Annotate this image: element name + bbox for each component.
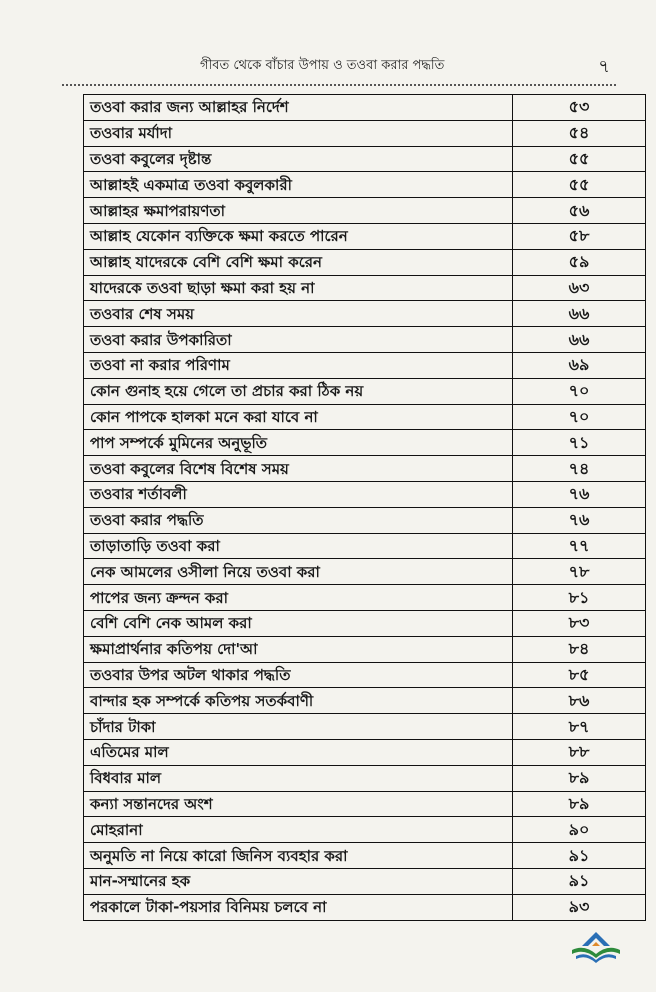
table-row bbox=[84, 456, 646, 482]
toc-entry-title: ক্ষমাপ্রার্থনার কতিপয় দো'আ bbox=[84, 636, 513, 662]
toc-entry-title: অনুমতি না নিয়ে কারো জিনিস ব্যবহার করা bbox=[84, 843, 513, 869]
toc-entry-page: ৮৯ bbox=[513, 791, 646, 817]
toc-entry-page: ৯৩ bbox=[513, 894, 646, 920]
toc-entry-title: কন্যা সন্তানদের অংশ bbox=[84, 791, 513, 817]
table-row bbox=[84, 714, 646, 740]
toc-entry-title: তওবা কবুলের বিশেষ বিশেষ সময় bbox=[84, 456, 513, 482]
toc-entry-title: আল্লাহ যাদেরকে বেশি বেশি ক্ষমা করেন bbox=[84, 249, 513, 275]
toc-entry-page: ৭৭ bbox=[513, 533, 646, 559]
toc-entry-page: ৬৩ bbox=[513, 275, 646, 301]
table-row bbox=[84, 275, 646, 301]
toc-entry-title: তওবা কবুলের দৃষ্টান্ত bbox=[84, 146, 513, 172]
toc-entry-title: বান্দার হক সম্পর্কে কতিপয় সতর্কবাণী bbox=[84, 688, 513, 714]
toc-entry-title: তওবা না করার পরিণাম bbox=[84, 352, 513, 378]
toc-entry-title: মান-সম্মানের হক bbox=[84, 868, 513, 894]
toc-entry-title: আল্লাহই একমাত্র তওবা কবুলকারী bbox=[84, 172, 513, 198]
page-header bbox=[62, 50, 616, 86]
toc-entry-title: তাড়াতাড়ি তওবা করা bbox=[84, 533, 513, 559]
toc-entry-title: তওবার শেষ সময় bbox=[84, 301, 513, 327]
toc-entry-page: ৮৭ bbox=[513, 714, 646, 740]
toc-entry-title: আল্লাহ যেকোন ব্যক্তিকে ক্ষমা করতে পারেন bbox=[84, 223, 513, 249]
running-title: গীবত থেকে বাঁচার উপায় ও তওবা করার পদ্ধতি bbox=[200, 58, 445, 73]
table-row bbox=[84, 507, 646, 533]
table-row bbox=[84, 739, 646, 765]
table-row bbox=[84, 95, 646, 121]
table-of-contents bbox=[83, 94, 646, 921]
toc-entry-page: ৭৮ bbox=[513, 559, 646, 585]
table-row bbox=[84, 688, 646, 714]
toc-entry-title: মোহরানা bbox=[84, 817, 513, 843]
toc-entry-title: পাপ সম্পর্কে মুমিনের অনুভূতি bbox=[84, 430, 513, 456]
table-row bbox=[84, 404, 646, 430]
toc-entry-page: ৮৯ bbox=[513, 765, 646, 791]
toc-entry-title: বিধবার মাল bbox=[84, 765, 513, 791]
publisher-logo-icon bbox=[566, 928, 626, 968]
toc-entry-title: চাঁদার টাকা bbox=[84, 714, 513, 740]
toc-entry-page: ৫৬ bbox=[513, 198, 646, 224]
toc-entry-page: ৬৬ bbox=[513, 327, 646, 353]
table-row bbox=[84, 533, 646, 559]
toc-entry-page: ৭৪ bbox=[513, 456, 646, 482]
table-row bbox=[84, 585, 646, 611]
toc-entry-page: ৮৮ bbox=[513, 739, 646, 765]
table-row bbox=[84, 817, 646, 843]
toc-entry-page: ৯১ bbox=[513, 843, 646, 869]
table-row bbox=[84, 636, 646, 662]
toc-entry-title: তওবা করার জন্য আল্লাহর নির্দেশ bbox=[84, 95, 513, 121]
toc-entry-title: আল্লাহর ক্ষমাপরায়ণতা bbox=[84, 198, 513, 224]
table-row bbox=[84, 559, 646, 585]
table-row bbox=[84, 765, 646, 791]
table-row bbox=[84, 327, 646, 353]
table-row bbox=[84, 223, 646, 249]
table-row bbox=[84, 249, 646, 275]
toc-entry-page: ৮৬ bbox=[513, 688, 646, 714]
table-row bbox=[84, 610, 646, 636]
toc-entry-page: ৫৮ bbox=[513, 223, 646, 249]
toc-entry-page: ৫৫ bbox=[513, 172, 646, 198]
table-row bbox=[84, 352, 646, 378]
table-row bbox=[84, 481, 646, 507]
toc-entry-page: ৯০ bbox=[513, 817, 646, 843]
table-row bbox=[84, 378, 646, 404]
toc-entry-page: ৮৫ bbox=[513, 662, 646, 688]
toc-entry-title: তওবা করার পদ্ধতি bbox=[84, 507, 513, 533]
table-row bbox=[84, 868, 646, 894]
toc-entry-page: ৭৬ bbox=[513, 481, 646, 507]
toc-entry-title: তওবার উপর অটল থাকার পদ্ধতি bbox=[84, 662, 513, 688]
toc-entry-title: তওবা করার উপকারিতা bbox=[84, 327, 513, 353]
toc-entry-page: ৯১ bbox=[513, 868, 646, 894]
toc-entry-page: ৫৪ bbox=[513, 120, 646, 146]
toc-entry-title: কোন পাপকে হালকা মনে করা যাবে না bbox=[84, 404, 513, 430]
table-row bbox=[84, 301, 646, 327]
toc-entry-title: এতিমের মাল bbox=[84, 739, 513, 765]
toc-entry-page: ৮১ bbox=[513, 585, 646, 611]
toc-entry-page: ৭৬ bbox=[513, 507, 646, 533]
toc-entry-title: পরকালে টাকা-পয়সার বিনিময় চলবে না bbox=[84, 894, 513, 920]
toc-entry-title: তওবার মর্যাদা bbox=[84, 120, 513, 146]
toc-entry-page: ৮৪ bbox=[513, 636, 646, 662]
toc-entry-page: ৫৩ bbox=[513, 95, 646, 121]
toc-entry-title: নেক আমলের ওসীলা নিয়ে তওবা করা bbox=[84, 559, 513, 585]
table-row bbox=[84, 662, 646, 688]
table-row bbox=[84, 894, 646, 920]
table-row bbox=[84, 198, 646, 224]
toc-entry-page: ৭০ bbox=[513, 404, 646, 430]
toc-entry-page: ৮৩ bbox=[513, 610, 646, 636]
toc-entry-title: বেশি বেশি নেক আমল করা bbox=[84, 610, 513, 636]
table-row bbox=[84, 791, 646, 817]
table-row bbox=[84, 430, 646, 456]
toc-entry-page: ৬৬ bbox=[513, 301, 646, 327]
toc-entry-title: যাদেরকে তওবা ছাড়া ক্ষমা করা হয় না bbox=[84, 275, 513, 301]
page-number: ৭ bbox=[598, 56, 610, 77]
toc-entry-page: ৫৯ bbox=[513, 249, 646, 275]
table-row bbox=[84, 146, 646, 172]
table-row bbox=[84, 843, 646, 869]
toc-entry-page: ৬৯ bbox=[513, 352, 646, 378]
toc-entry-title: কোন গুনাহ হয়ে গেলে তা প্রচার করা ঠিক নয় bbox=[84, 378, 513, 404]
toc-entry-page: ৭০ bbox=[513, 378, 646, 404]
table-row bbox=[84, 172, 646, 198]
toc-entry-title: পাপের জন্য ক্রন্দন করা bbox=[84, 585, 513, 611]
toc-entry-page: ৫৫ bbox=[513, 146, 646, 172]
toc-entry-title: তওবার শর্তাবলী bbox=[84, 481, 513, 507]
toc-entry-page: ৭১ bbox=[513, 430, 646, 456]
table-row bbox=[84, 120, 646, 146]
